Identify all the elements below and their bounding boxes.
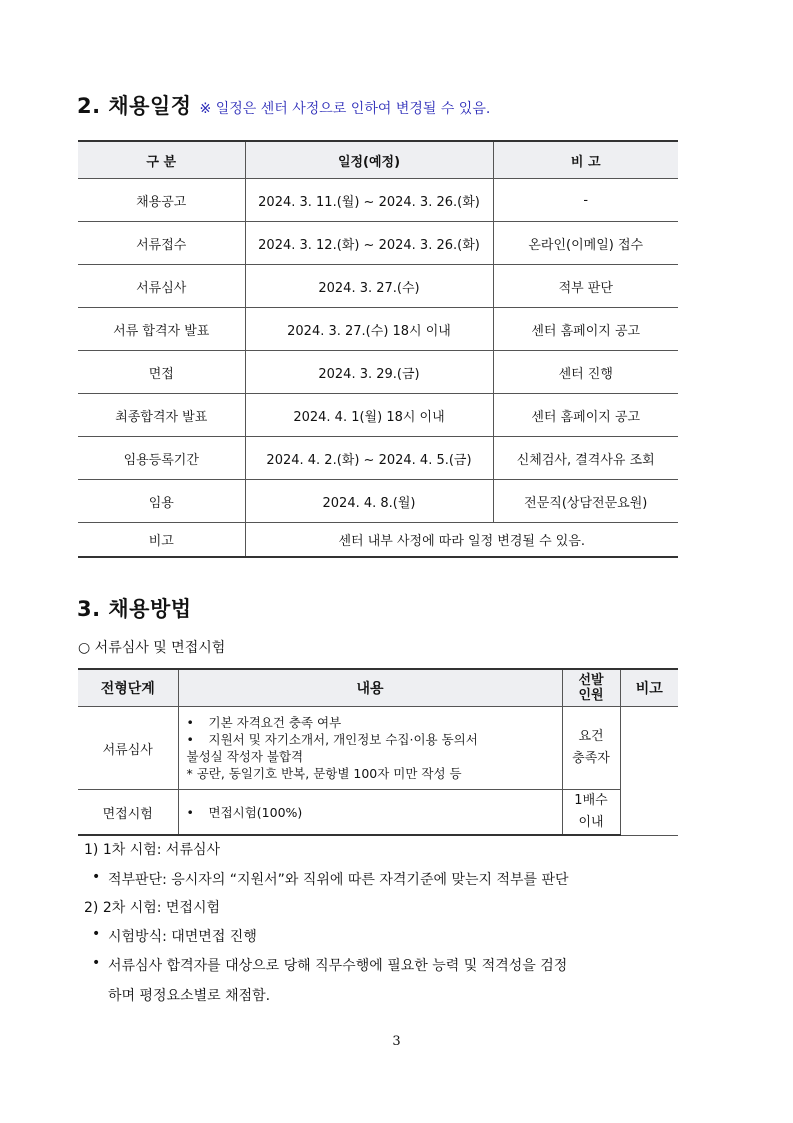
page-number: 3 (392, 1034, 401, 1049)
row-schedule: 2024. 4. 1(월) 18시 이내 (245, 394, 493, 437)
interview-count: 1배수 이내 (562, 790, 620, 836)
list-item: • 기본 자격요건 충족 여부 (186, 715, 342, 730)
row-remark: 적부 판단 (493, 265, 678, 308)
remark-cell (620, 707, 678, 836)
section-3-title: 3. 채용방법 (77, 597, 192, 621)
header-count (562, 669, 620, 707)
table-row (78, 437, 678, 480)
table-row (78, 790, 678, 836)
row-schedule: 2024. 4. 8.(월) (245, 480, 493, 523)
doc-review-content (178, 707, 562, 790)
row-schedule: 2024. 3. 29.(금) (245, 351, 493, 394)
row-schedule: 2024. 4. 2.(화) ~ 2024. 4. 5.(금) (245, 437, 493, 480)
step-2-bullet-evaluation: • 서류심사 합격자를 대상으로 당해 직무수행에 필요한 능력 및 적격성을 검정 (92, 955, 568, 974)
section-2-title: 2. 채용일정 (77, 94, 192, 118)
step-2-heading: 2) 2차 시험: 면접시험 (84, 900, 221, 916)
table-row (78, 707, 678, 790)
step-2-bullet-continued: 하며 평정요소별로 채점함. (108, 988, 271, 1004)
row-category: 서류심사 (78, 265, 245, 308)
list-item: • 면접시험(100%) (186, 804, 303, 820)
interview-content (178, 790, 562, 836)
row-category: 임용등록기간 (78, 437, 245, 480)
header-count-line2: 인원 (578, 688, 604, 703)
header-remarks: 비 고 (493, 141, 678, 179)
header-count-line1: 선발 (578, 673, 604, 688)
section-2-heading (77, 90, 490, 120)
stage-interview: 면접시험 (78, 790, 178, 836)
row-note: 센터 내부 사정에 따라 일정 변경될 수 있음. (245, 523, 678, 558)
row-category: 면접 (78, 351, 245, 394)
selection-table-header (78, 669, 678, 707)
stage-doc-review: 서류심사 (78, 707, 178, 790)
schedule-change-note: ※ 일정은 센터 사정으로 인하여 변경될 수 있음. (199, 101, 491, 117)
header-stage: 전형단계 (78, 669, 178, 707)
bullet: • (186, 732, 194, 747)
row-remark: 센터 홈페이지 공고 (493, 308, 678, 351)
step-1-bullet: • 적부판단: 응시자의 “지원서”와 직위에 따른 자격기준에 맞는지 적부를 판단 (92, 869, 569, 888)
row-remark: - (493, 179, 678, 222)
bullet: • (92, 955, 101, 971)
bullet: • (92, 926, 101, 942)
table-row (78, 179, 678, 222)
row-category: 최종합격자 발표 (78, 394, 245, 437)
list-item: • 지원서 및 자기소개서, 개인정보 수집·이용 동의서 (186, 732, 478, 747)
schedule-table (78, 140, 678, 558)
list-item-continued: 불성실 작성자 불합격 (186, 749, 304, 764)
step-1-heading: 1) 1차 시험: 서류심사 (84, 842, 221, 858)
step-2-bullet-method: • 시험방식: 대면면접 진행 (92, 926, 257, 945)
header-content: 내용 (178, 669, 562, 707)
header-remark: 비고 (620, 669, 678, 707)
table-row (78, 308, 678, 351)
bullet: • (186, 804, 194, 820)
row-remark: 센터 홈페이지 공고 (493, 394, 678, 437)
table-row (78, 351, 678, 394)
row-remark: 센터 진행 (493, 351, 678, 394)
table-row (78, 480, 678, 523)
row-remark: 전문직(상담전문요원) (493, 480, 678, 523)
row-schedule: 2024. 3. 11.(월) ~ 2024. 3. 26.(화) (245, 179, 493, 222)
row-category: 채용공고 (78, 179, 245, 222)
row-category: 서류 합격자 발표 (78, 308, 245, 351)
row-category: 임용 (78, 480, 245, 523)
row-remark: 온라인(이메일) 접수 (493, 222, 678, 265)
header-schedule: 일정(예정) (245, 141, 493, 179)
schedule-table-header (78, 141, 678, 179)
table-row-note (78, 523, 678, 558)
section-3-subtitle: ○ 서류심사 및 면접시험 (78, 640, 226, 656)
selection-table (78, 668, 678, 836)
doc-review-count: 요건 충족자 (562, 707, 620, 790)
row-schedule: 2024. 3. 27.(수) (245, 265, 493, 308)
bullet: • (186, 715, 194, 730)
table-row (78, 265, 678, 308)
row-schedule: 2024. 3. 12.(화) ~ 2024. 3. 26.(화) (245, 222, 493, 265)
doc-review-note: * 공란, 동일기호 반복, 문항별 100자 미만 작성 등 (186, 766, 462, 781)
table-row (78, 394, 678, 437)
row-category: 비고 (78, 523, 245, 558)
row-remark: 신체검사, 결격사유 조회 (493, 437, 678, 480)
row-schedule: 2024. 3. 27.(수) 18시 이내 (245, 308, 493, 351)
table-row (78, 222, 678, 265)
header-category: 구 분 (78, 141, 245, 179)
bullet: • (92, 869, 101, 885)
row-category: 서류접수 (78, 222, 245, 265)
